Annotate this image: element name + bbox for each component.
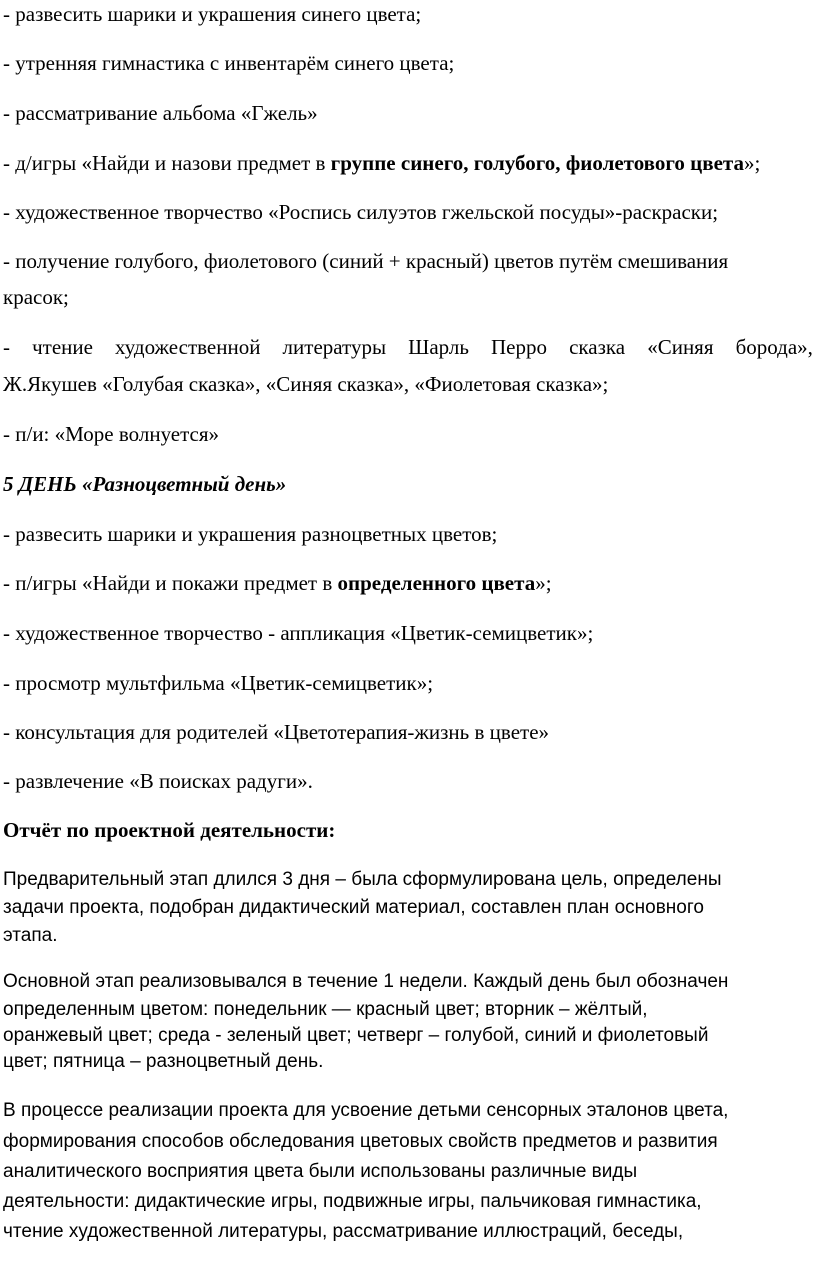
reading-word: «Синяя: [647, 335, 714, 359]
paragraph-2-line-2: определенным цветом: понедельник — красный цвет; вторник – жёлтый,: [3, 999, 648, 1020]
reading-word: -: [3, 335, 10, 359]
day5-item-balloons: - развесить шарики и украшения разноцветных цветов;: [3, 522, 498, 546]
paragraph-1-line-1: Предварительный этап длился 3 дня – была сформулирована цель, определены: [3, 869, 722, 890]
paragraph-1-line-2: задачи проекта, подобран дидактический материал, составлен план основного: [3, 897, 704, 918]
paragraph-2-line-3: оранжевый цвет; среда - зеленый цвет; четверг – голубой, синий и фиолетовый: [3, 1025, 709, 1046]
day4-reading-words: [3, 333, 813, 361]
paragraph-2-line-4: цвет; пятница – разноцветный день.: [3, 1051, 324, 1072]
paragraph-2-line-1: Основной этап реализовывался в течение 1 недели. Каждый день был обозначен: [3, 971, 729, 992]
paragraph-3-line-4: деятельности: дидактические игры, подвижные игры, пальчиковая гимнастика,: [3, 1191, 702, 1212]
reading-word: Шарль: [408, 335, 469, 359]
day4-item-reading-line1: [3, 333, 813, 361]
paragraph-3-line-1: В процессе реализации проекта для усвоение детьми сенсорных эталонов цвета,: [3, 1100, 729, 1121]
day5-item-game: [3, 569, 552, 597]
day4-item-outdoor-game: - п/и: «Море волнуется»: [3, 422, 220, 446]
day5-item-cartoon: - просмотр мультфильма «Цветик-семицветик»;: [3, 671, 434, 695]
reading-word: борода»,: [735, 335, 813, 359]
day5-item-entertainment: - развлечение «В поисках радуги».: [3, 769, 313, 793]
day4-item-mixing-line1: - получение голубого, фиолетового (синий + красный) цветов путём смешивания: [3, 249, 729, 273]
reading-word: художественной: [115, 335, 261, 359]
reading-word: Перро: [491, 335, 548, 359]
day4-item-reading-line2: Ж.Якушев «Голубая сказка», «Синяя сказка», «Фиолетовая сказка»;: [3, 372, 609, 396]
day5-game-bold: определенного цвета: [337, 571, 536, 595]
day4-game-suffix: »;: [743, 151, 761, 175]
paragraph-3-line-2: формирования способов обследования цветовых свойств предметов и развития: [3, 1131, 718, 1152]
reading-word: чтение: [32, 335, 93, 359]
day5-heading: 5 ДЕНЬ «Разноцветный день»: [3, 472, 287, 496]
day4-item-didactic-game: [3, 149, 760, 177]
day4-item-art: - художественное творчество «Роспись силуэтов гжельской посуды»-раскраски;: [3, 200, 719, 224]
paragraph-1-line-3: этапа.: [3, 925, 58, 946]
paragraph-3-line-3: аналитического восприятия цвета были использованы различные виды: [3, 1161, 638, 1182]
reading-word: сказка: [569, 335, 626, 359]
day5-item-applique: - художественное творчество - аппликация «Цветик-семицветик»;: [3, 621, 594, 645]
report-heading: Отчёт по проектной деятельности:: [3, 818, 336, 842]
day4-game-prefix: - д/игры «Найди и назови предмет в: [3, 151, 331, 175]
day4-item-mixing-line2: красок;: [3, 285, 69, 309]
paragraph-3-line-5: чтение художественной литературы, рассматривание иллюстраций, беседы,: [3, 1221, 684, 1242]
day5-game-suffix: »;: [535, 571, 552, 595]
day4-item-balloons: - развесить шарики и украшения синего цвета;: [3, 2, 422, 26]
day4-game-bold: группе синего, голубого, фиолетового цвета: [330, 151, 744, 175]
day5-item-consultation: - консультация для родителей «Цветотерапия-жизнь в цвете»: [3, 720, 550, 744]
day4-item-gymnastics: - утренняя гимнастика с инвентарём синего цвета;: [3, 51, 455, 75]
day5-game-prefix: - п/игры «Найди и покажи предмет в: [3, 571, 338, 595]
reading-word: литературы: [282, 335, 387, 359]
day4-item-album: - рассматривание альбома «Гжель»: [3, 101, 318, 125]
